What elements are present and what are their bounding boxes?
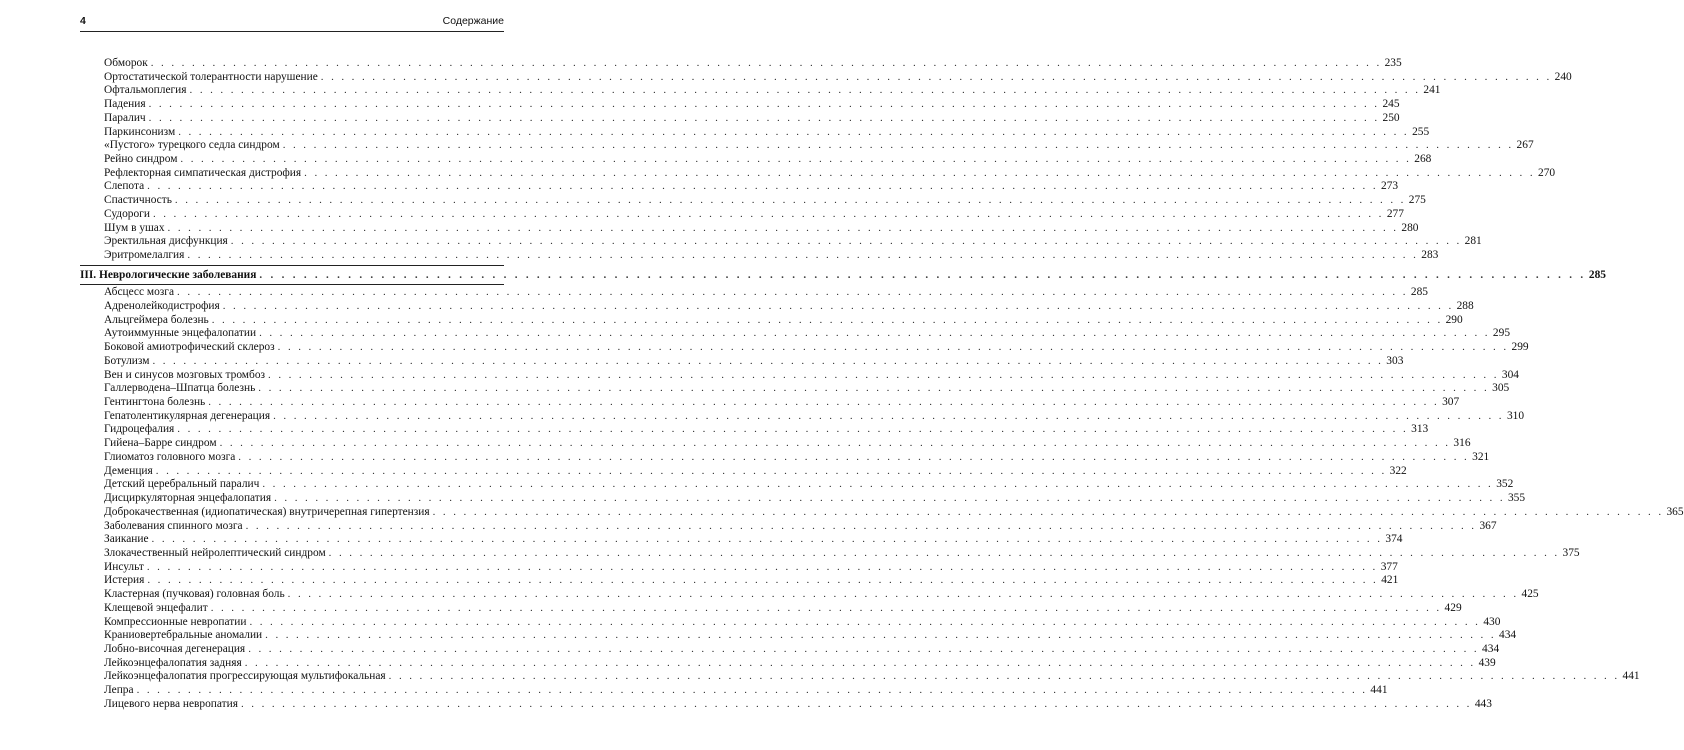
toc-entry-page: 241 [1423, 84, 1441, 97]
toc-entry-page: 277 [1386, 207, 1404, 220]
toc-entry[interactable] [80, 615, 1501, 630]
toc-entry[interactable] [80, 180, 1399, 194]
toc-entry-title: Истерия [104, 574, 145, 587]
toc-entry[interactable] [80, 437, 1471, 451]
toc-entry-page: 303 [1386, 354, 1404, 367]
toc-entry-title: Вен и синусов мозговых тромбоз [104, 368, 266, 381]
dot-leader: . . . . . . . . . . . . . . . . . . . . . . . . . . . . . . . . . . . . . . . . . . . . . . . . . . . . . . . . . . . . . . . . . . . . . . . . . . . . . . . . . . . . . . . . . . . . . . . . . . . . . . . . . . . . . . . . . . . . . . . . [274, 492, 1505, 505]
toc-entry-page: 275 [1408, 194, 1426, 207]
toc-entry[interactable] [80, 396, 1460, 410]
toc-entry-page: 280 [1401, 221, 1419, 234]
toc-entry-title: Заболевания спинного мозга [104, 519, 243, 532]
toc-entry-page: 377 [1380, 560, 1398, 573]
toc-entry[interactable] [80, 194, 1426, 208]
toc-entry[interactable] [80, 546, 1580, 561]
toc-entry[interactable] [80, 574, 1399, 588]
dot-leader: . . . . . . . . . . . . . . . . . . . . . . . . . . . . . . . . . . . . . . . . . . . . . . . . . . . . . . . . . . . . . . . . . . . . . . . . . . . . . . . . . . . . . . . . . . . . . . . . . . . . . . . . . . . . . . . . . . . . . . . . [177, 423, 1409, 436]
toc-entry-title: Детский церебральный паралич [104, 478, 260, 491]
dot-leader: . . . . . . . . . . . . . . . . . . . . . . . . . . . . . . . . . . . . . . . . . . . . . . . . . . . . . . . . . . . . . . . . . . . . . . . . . . . . . . . . . . . . . . . . . . . . . . . . . . . . . . . . . . . . . . . . . . . . . . . . [208, 396, 1440, 409]
dot-leader: . . . . . . . . . . . . . . . . . . . . . . . . . . . . . . . . . . . . . . . . . . . . . . . . . . . . . . . . . . . . . . . . . . . . . . . . . . . . . . . . . . . . . . . . . . . . . . . . . . . . . . . . . . . . . . . . . . . . . . . . [320, 70, 1552, 83]
toc-entry[interactable] [80, 629, 1517, 643]
toc-entry-title: Ботулизм [104, 354, 150, 367]
toc-entry-page: 374 [1385, 533, 1403, 546]
toc-entry[interactable] [80, 221, 1419, 236]
toc-entry-page: 307 [1442, 396, 1460, 409]
dot-leader: . . . . . . . . . . . . . . . . . . . . . . . . . . . . . . . . . . . . . . . . . . . . . . . . . . . . . . . . . . . . . . . . . . . . . . . . . . . . . . . . . . . . . . . . . . . . . . . . . . . . . . . . . . . . . . . . . . . . . . . . [211, 313, 1443, 326]
toc-entry-page: 310 [1506, 409, 1525, 422]
toc-entry-title: Доброкачественная (идиопатическая) внутричерепная гипертензия [104, 505, 430, 518]
dot-leader: . . . . . . . . . . . . . . . . . . . . . . . . . . . . . . . . . . . . . . . . . . . . . . . . . . . . . . . . . . . . . . . . . . . . . . . . . . . . . . . . . . . . . . . . . . . . . . . . . . . . . . . . . . . . . . . . . . . . . . . . [258, 382, 1490, 395]
dot-leader: . . . . . . . . . . . . . . . . . . . . . . . . . . . . . . . . . . . . . . . . . . . . . . . . . . . . . . . . . . . . . . . . . . . . . . . . . . . . . . . . . . . . . . . . . . . . . . . . . . . . . . . . . . . . . . . . . . . . . . . . [432, 505, 1664, 518]
toc-entry-page: 316 [1453, 437, 1471, 450]
toc-entry-page: 322 [1389, 464, 1407, 477]
toc-entry-title: Офтальмоплегия [104, 84, 187, 97]
toc-entry-title: Спастичность [104, 194, 172, 207]
toc-entry-page: 365 [1666, 505, 1684, 518]
toc-entry-title: Злокачественный нейролептический синдром [104, 546, 326, 559]
toc-entry-page: 285 [1588, 268, 1606, 281]
toc-entry-page: 441 [1370, 684, 1388, 697]
toc-entry-page: 245 [1382, 98, 1400, 111]
dot-leader: . . . . . . . . . . . . . . . . . . . . . . . . . . . . . . . . . . . . . . . . . . . . . . . . . . . . . . . . . . . . . . . . . . . . . . . . . . . . . . . . . . . . . . . . . . . . . . . . . . . . . . . . . . . . . . . . . . . . . . . . [238, 450, 1470, 463]
toc-entry-title: Гентингтона болезнь [104, 396, 206, 409]
dot-leader: . . . . . . . . . . . . . . . . . . . . . . . . . . . . . . . . . . . . . . . . . . . . . . . . . . . . . . . . . . . . . . . . . . . . . . . . . . . . . . . . . . . . . . . . . . . . . . . . . . . . . . . . . . . . . . . . . . . . . . . . [282, 139, 1514, 152]
toc-entry-page: 281 [1464, 235, 1482, 248]
toc-entry[interactable] [80, 166, 1556, 181]
toc-entry[interactable] [80, 313, 1463, 328]
toc-entry-page: 270 [1538, 166, 1556, 179]
toc-entry-title: Гепатолентикулярная дегенерация [104, 409, 271, 422]
toc-entry-title: Лейкоэнцефалопатия задняя [104, 656, 242, 669]
toc-entry[interactable] [80, 70, 1572, 85]
toc-entry-title: Лобно-височная дегенерация [104, 642, 246, 655]
toc-entry-page: 305 [1492, 382, 1510, 395]
toc-entry[interactable] [80, 354, 1404, 369]
running-title: Содержание [442, 15, 504, 27]
toc-entry[interactable] [80, 697, 1492, 712]
dot-leader: . . . . . . . . . . . . . . . . . . . . . . . . . . . . . . . . . . . . . . . . . . . . . . . . . . . . . . . . . . . . . . . . . . . . . . . . . . . . . . . . . . . . . . . . . . . . . . . . . . . . . . . . . . . . . . . . . . . . . . . . [248, 642, 1480, 655]
toc-entry[interactable] [80, 478, 1514, 492]
dot-leader: . . . . . . . . . . . . . . . . . . . . . . . . . . . . . . . . . . . . . . . . . . . . . . . . . . . . . . . . . . . . . . . . . . . . . . . . . . . . . . . . . . . . . . . . . . . . . . . . . . . . . . . . . . . . . . . . . . . . . . . . [230, 235, 1462, 248]
toc-entry[interactable] [80, 450, 1490, 465]
toc-entry-title: Рейно синдром [104, 153, 178, 166]
toc-entry-title: Краниовертебральные аномалии [104, 629, 263, 642]
toc-entry-title: Падения [104, 98, 146, 111]
dot-leader: . . . . . . . . . . . . . . . . . . . . . . . . . . . . . . . . . . . . . . . . . . . . . . . . . . . . . . . . . . . . . . . . . . . . . . . . . . . . . . . . . . . . . . . . . . . . . . . . . . . . . . . . . . . . . . . . . . . . . . . . [136, 684, 1368, 697]
toc-entry-title: Абсцесс мозга [104, 286, 175, 299]
toc-entry-page: 290 [1445, 313, 1463, 326]
toc-entry-page: 375 [1562, 546, 1580, 559]
toc-entry[interactable] [80, 492, 1526, 506]
dot-leader: . . . . . . . . . . . . . . . . . . . . . . . . . . . . . . . . . . . . . . . . . . . . . . . . . . . . . . . . . . . . . . . . . . . . . . . . . . . . . . . . . . . . . . . . . . . . . . . . . . . . . . . . . . . . . . . . . . . . . . . . [304, 166, 1536, 179]
dot-leader: . . . . . . . . . . . . . . . . . . . . . . . . . . . . . . . . . . . . . . . . . . . . . . . . . . . . . . . . . . . . . . . . . . . . . . . . . . . . . . . . . . . . . . . . . . . . . . . . . . . . . . . . . . . . . . . . . . . . . . . . [249, 615, 1481, 628]
toc-entry-page: 313 [1411, 423, 1429, 436]
dot-leader: . . . . . . . . . . . . . . . . . . . . . . . . . . . . . . . . . . . . . . . . . . . . . . . . . . . . . . . . . . . . . . . . . . . . . . . . . . . . . . . . . . . . . . . . . . . . . . . . . . . . . . . . . . . . . . . . . . . . . . . . [177, 286, 1408, 299]
toc-entry-page: 285 [1410, 286, 1428, 299]
dot-leader: . . . . . . . . . . . . . . . . . . . . . . . . . . . . . . . . . . . . . . . . . . . . . . . . . . . . . . . . . . . . . . . . . . . . . . . . . . . . . . . . . . . . . . . . . . . . . . . . . . . . . . . . . . . . . . . . . . . . . . . . [174, 194, 1406, 207]
toc-entry-title: Лицевого нерва невропатия [104, 697, 238, 710]
dot-leader: . . . . . . . . . . . . . . . . . . . . . . . . . . . . . . . . . . . . . . . . . . . . . . . . . . . . . . . . . . . . . . . . . . . . . . . . . . . . . . . . . . . . . . . . . . . . . . . . . . . . . . . . . . . . . . . . . . . . . . . . [240, 697, 1472, 710]
toc-entry-title: Боковой амиотрофический склероз [104, 341, 275, 354]
toc-entry[interactable] [80, 642, 1500, 657]
toc-entry-page: 429 [1444, 601, 1462, 614]
toc-entry-title: Эректильная дисфункция [104, 235, 228, 248]
dot-leader: . . . . . . . . . . . . . . . . . . . . . . . . . . . . . . . . . . . . . . . . . . . . . . . . . . . . . . . . . . . . . . . . . . . . . . . . . . . . . . . . . . . . . . . . . . . . . . . . . . . . . . . . . . . . . . . . . . . . . . . . [151, 533, 1383, 546]
toc-entry-page: 321 [1472, 450, 1490, 463]
toc-entry-page: 235 [1384, 57, 1402, 69]
dot-leader: . . . . . . . . . . . . . . . . . . . . . . . . . . . . . . . . . . . . . . . . . . . . . . . . . . . . . . . . . . . . . . . . . . . . . . . . . . . . . . . . . . . . . . . . . . . . . . . . . . . . . . . . . . . . . . . . . . . . . . . . [146, 560, 1378, 573]
toc-entry[interactable] [80, 57, 1402, 71]
dot-leader: . . . . . . . . . . . . . . . . . . . . . . . . . . . . . . . . . . . . . . . . . . . . . . . . . . . . . . . . . . . . . . . . . . . . . . . . . . . . . . . . . . . . . . . . . . . . . . . . . . . . . . . . . . . . . . . . . . . . . . . . [180, 153, 1412, 166]
toc-entry-page: 434 [1482, 642, 1500, 655]
toc-entry-title: Кластерная (пучковая) головная боль [104, 588, 285, 601]
toc-entry[interactable] [80, 300, 1474, 314]
toc-entry[interactable] [80, 560, 1398, 575]
toc-entry[interactable] [80, 368, 1519, 383]
toc-entry[interactable] [80, 286, 1428, 300]
dot-leader: . . . . . . . . . . . . . . . . . . . . . . . . . . . . . . . . . . . . . . . . . . . . . . . . . . . . . . . . . . . . . . . . . . . . . . . . . . . . . . . . . . . . . . . . . . . . . . . . . . . . . . . . . . . . . . . . . . . . . . . . [244, 656, 1476, 669]
dot-leader: . . . . . . . . . . . . . . . . . . . . . . . . . . . . . . . . . . . . . . . . . . . . . . . . . . . . . . . . . . . . . . . . . . . . . . . . . . . . . . . . . . . . . . . . . . . . . . . . . . . . . . . . . . . . . . . . . . . . . . . . [152, 207, 1384, 220]
toc-section-heading[interactable] [80, 265, 1606, 286]
dot-leader: . . . . . . . . . . . . . . . . . . . . . . . . . . . . . . . . . . . . . . . . . . . . . . . . . . . . . . . . . . . . . . . . . . . . . . . . . . . . . . . . . . . . . . . . . . . . . . . . . . . . . . . . . . . . . . . . . . . . . . . . [328, 546, 1560, 559]
toc-entry-page: 355 [1507, 492, 1526, 505]
table-of-contents [80, 57, 1684, 712]
toc-entry-title: Дисциркуляторная энцефалопатия [104, 492, 272, 505]
toc-entry-page: 250 [1382, 111, 1400, 124]
toc-entry-title: Клещевой энцефалит [104, 601, 208, 614]
dot-leader: . . . . . . . . . . . . . . . . . . . . . . . . . . . . . . . . . . . . . . . . . . . . . . . . . . . . . . . . . . . . . . . . . . . . . . . . . . . . . . . . . . . . . . . . . . . . . . . . . . . . . . . . . . . . . . . . . . . . . . . . [148, 111, 1380, 124]
toc-entry-page: 295 [1492, 327, 1511, 340]
toc-entry-title: Гидроцефалия [104, 423, 175, 436]
toc-entry-title: Паралич [104, 111, 146, 124]
dot-leader: . . . . . . . . . . . . . . . . . . . . . . . . . . . . . . . . . . . . . . . . . . . . . . . . . . . . . . . . . . . . . . . . . . . . . . . . . . . . . . . . . . . . . . . . . . . . . . . . . . . . . . . . . . . . . . . . . . . . . . . . [178, 125, 1410, 138]
toc-entry-page: 421 [1381, 574, 1399, 587]
toc-entry-page: 439 [1478, 656, 1496, 669]
page-header [80, 11, 504, 32]
toc-entry-page: 304 [1501, 368, 1519, 381]
toc-entry-page: 352 [1496, 478, 1514, 491]
toc-entry[interactable] [80, 125, 1430, 140]
toc-entry-page: 299 [1511, 341, 1529, 354]
dot-leader: . . . . . . . . . . . . . . . . . . . . . . . . . . . . . . . . . . . . . . . . . . . . . . . . . . . . . . . . . . . . . . . . . . . . . . . . . . . . . . . . . . . . . . . . . . . . . . . . . . . . . . . . . . . . . . . . . . . . . . . . [259, 268, 1586, 281]
dot-leader: . . . . . . . . . . . . . . . . . . . . . . . . . . . . . . . . . . . . . . . . . . . . . . . . . . . . . . . . . . . . . . . . . . . . . . . . . . . . . . . . . . . . . . . . . . . . . . . . . . . . . . . . . . . . . . . . . . . . . . . . [150, 57, 1382, 69]
toc-entry-title: Лейкоэнцефалопатия прогрессирующая мультифокальная [104, 670, 386, 683]
toc-entry-title: Инсульт [104, 560, 144, 573]
toc-entry-title: Шум в ушах [104, 221, 165, 234]
toc-entry-page: 434 [1499, 629, 1517, 642]
toc-entry-page: 255 [1412, 125, 1430, 138]
toc-entry-title: Глиоматоз головного мозга [104, 450, 236, 463]
dot-leader: . . . . . . . . . . . . . . . . . . . . . . . . . . . . . . . . . . . . . . . . . . . . . . . . . . . . . . . . . . . . . . . . . . . . . . . . . . . . . . . . . . . . . . . . . . . . . . . . . . . . . . . . . . . . . . . . . . . . . . . . [167, 221, 1399, 234]
toc-entry-title: III. Неврологические заболевания [80, 268, 257, 281]
dot-leader: . . . . . . . . . . . . . . . . . . . . . . . . . . . . . . . . . . . . . . . . . . . . . . . . . . . . . . . . . . . . . . . . . . . . . . . . . . . . . . . . . . . . . . . . . . . . . . . . . . . . . . . . . . . . . . . . . . . . . . . . [189, 84, 1421, 97]
toc-entry[interactable] [80, 341, 1529, 355]
toc-entry-title: Обморок [104, 57, 148, 69]
toc-entry-title: Альцгеймера болезнь [104, 313, 209, 326]
toc-entry[interactable] [80, 601, 1462, 616]
dot-leader: . . . . . . . . . . . . . . . . . . . . . . . . . . . . . . . . . . . . . . . . . . . . . . . . . . . . . . . . . . . . . . . . . . . . . . . . . . . . . . . . . . . . . . . . . . . . . . . . . . . . . . . . . . . . . . . . . . . . . . . . [245, 519, 1477, 532]
toc-entry[interactable] [80, 235, 1482, 249]
toc-entry[interactable] [80, 111, 1400, 126]
dot-leader: . . . . . . . . . . . . . . . . . . . . . . . . . . . . . . . . . . . . . . . . . . . . . . . . . . . . . . . . . . . . . . . . . . . . . . . . . . . . . . . . . . . . . . . . . . . . . . . . . . . . . . . . . . . . . . . . . . . . . . . . [152, 354, 1384, 367]
toc-entry-page: 267 [1516, 139, 1534, 152]
toc-entry[interactable] [80, 409, 1525, 424]
toc-entry[interactable] [80, 207, 1404, 222]
toc-entry[interactable] [80, 519, 1497, 534]
toc-entry-title: Слепота [104, 180, 145, 193]
toc-entry-page: 288 [1456, 300, 1474, 312]
toc-entry-page: 443 [1474, 697, 1492, 710]
toc-entry-title: Эритромелалгия [104, 249, 185, 262]
toc-entry-title: Судороги [104, 207, 150, 220]
toc-entry-page: 367 [1479, 519, 1497, 532]
dot-leader: . . . . . . . . . . . . . . . . . . . . . . . . . . . . . . . . . . . . . . . . . . . . . . . . . . . . . . . . . . . . . . . . . . . . . . . . . . . . . . . . . . . . . . . . . . . . . . . . . . . . . . . . . . . . . . . . . . . . . . . . [265, 629, 1497, 642]
dot-leader: . . . . . . . . . . . . . . . . . . . . . . . . . . . . . . . . . . . . . . . . . . . . . . . . . . . . . . . . . . . . . . . . . . . . . . . . . . . . . . . . . . . . . . . . . . . . . . . . . . . . . . . . . . . . . . . . . . . . . . . . [259, 327, 1490, 340]
toc-entry-page: 283 [1421, 249, 1439, 262]
toc-entry-title: «Пустого» турецкого седла синдром [104, 139, 280, 152]
dot-leader: . . . . . . . . . . . . . . . . . . . . . . . . . . . . . . . . . . . . . . . . . . . . . . . . . . . . . . . . . . . . . . . . . . . . . . . . . . . . . . . . . . . . . . . . . . . . . . . . . . . . . . . . . . . . . . . . . . . . . . . . [287, 588, 1519, 601]
dot-leader: . . . . . . . . . . . . . . . . . . . . . . . . . . . . . . . . . . . . . . . . . . . . . . . . . . . . . . . . . . . . . . . . . . . . . . . . . . . . . . . . . . . . . . . . . . . . . . . . . . . . . . . . . . . . . . . . . . . . . . . . [388, 670, 1620, 683]
toc-entry[interactable] [80, 84, 1441, 98]
toc-entry[interactable] [80, 98, 1400, 112]
toc-entry[interactable] [80, 533, 1403, 547]
toc-entry-title: Деменция [104, 464, 153, 477]
toc-entry-page: 441 [1622, 670, 1640, 683]
dot-leader: . . . . . . . . . . . . . . . . . . . . . . . . . . . . . . . . . . . . . . . . . . . . . . . . . . . . . . . . . . . . . . . . . . . . . . . . . . . . . . . . . . . . . . . . . . . . . . . . . . . . . . . . . . . . . . . . . . . . . . . . [268, 368, 1499, 381]
dot-leader: . . . . . . . . . . . . . . . . . . . . . . . . . . . . . . . . . . . . . . . . . . . . . . . . . . . . . . . . . . . . . . . . . . . . . . . . . . . . . . . . . . . . . . . . . . . . . . . . . . . . . . . . . . . . . . . . . . . . . . . . [273, 409, 1504, 422]
dot-leader: . . . . . . . . . . . . . . . . . . . . . . . . . . . . . . . . . . . . . . . . . . . . . . . . . . . . . . . . . . . . . . . . . . . . . . . . . . . . . . . . . . . . . . . . . . . . . . . . . . . . . . . . . . . . . . . . . . . . . . . . [187, 249, 1419, 262]
dot-leader: . . . . . . . . . . . . . . . . . . . . . . . . . . . . . . . . . . . . . . . . . . . . . . . . . . . . . . . . . . . . . . . . . . . . . . . . . . . . . . . . . . . . . . . . . . . . . . . . . . . . . . . . . . . . . . . . . . . . . . . . [262, 478, 1494, 491]
dot-leader: . . . . . . . . . . . . . . . . . . . . . . . . . . . . . . . . . . . . . . . . . . . . . . . . . . . . . . . . . . . . . . . . . . . . . . . . . . . . . . . . . . . . . . . . . . . . . . . . . . . . . . . . . . . . . . . . . . . . . . . . [148, 98, 1380, 111]
toc-entry-page: 273 [1381, 180, 1399, 193]
toc-entry-title: Рефлекторная симпатическая дистрофия [104, 166, 302, 179]
page-number: 4 [80, 15, 86, 27]
toc-entry[interactable] [80, 153, 1432, 167]
dot-leader: . . . . . . . . . . . . . . . . . . . . . . . . . . . . . . . . . . . . . . . . . . . . . . . . . . . . . . . . . . . . . . . . . . . . . . . . . . . . . . . . . . . . . . . . . . . . . . . . . . . . . . . . . . . . . . . . . . . . . . . . [155, 464, 1387, 477]
dot-leader: . . . . . . . . . . . . . . . . . . . . . . . . . . . . . . . . . . . . . . . . . . . . . . . . . . . . . . . . . . . . . . . . . . . . . . . . . . . . . . . . . . . . . . . . . . . . . . . . . . . . . . . . . . . . . . . . . . . . . . . . [219, 437, 1451, 450]
toc-entry[interactable] [80, 505, 1684, 520]
toc-entry[interactable] [80, 656, 1496, 671]
toc-entry-title: Гийена–Барре синдром [104, 437, 217, 450]
dot-leader: . . . . . . . . . . . . . . . . . . . . . . . . . . . . . . . . . . . . . . . . . . . . . . . . . . . . . . . . . . . . . . . . . . . . . . . . . . . . . . . . . . . . . . . . . . . . . . . . . . . . . . . . . . . . . . . . . . . . . . . . [147, 574, 1379, 587]
toc-entry-page: 430 [1483, 615, 1501, 628]
toc-entry-title: Паркинсонизм [104, 125, 176, 138]
toc-entry-page: 240 [1554, 70, 1572, 83]
toc-entry-title: Лепра [104, 684, 134, 697]
toc-entry[interactable] [80, 588, 1539, 602]
toc-entry[interactable] [80, 382, 1510, 396]
toc-entry-title: Адренолейкодистрофия [104, 300, 220, 312]
dot-leader: . . . . . . . . . . . . . . . . . . . . . . . . . . . . . . . . . . . . . . . . . . . . . . . . . . . . . . . . . . . . . . . . . . . . . . . . . . . . . . . . . . . . . . . . . . . . . . . . . . . . . . . . . . . . . . . . . . . . . . . . [147, 180, 1379, 193]
toc-entry[interactable] [80, 464, 1407, 479]
toc-entry-page: 268 [1414, 153, 1432, 166]
toc-entry-page: 425 [1521, 588, 1539, 601]
toc-entry[interactable] [80, 139, 1534, 153]
dot-leader: . . . . . . . . . . . . . . . . . . . . . . . . . . . . . . . . . . . . . . . . . . . . . . . . . . . . . . . . . . . . . . . . . . . . . . . . . . . . . . . . . . . . . . . . . . . . . . . . . . . . . . . . . . . . . . . . . . . . . . . . [277, 341, 1509, 354]
toc-entry-title: Ортостатической толерантности нарушение [104, 70, 318, 83]
toc-entry-title: Галлерводена–Шпатца болезнь [104, 382, 256, 395]
toc-entry-title: Компрессионные невропатии [104, 615, 247, 628]
toc-entry[interactable] [80, 249, 1439, 263]
toc-entry[interactable] [80, 327, 1511, 341]
toc-entry-title: Аутоиммунные энцефалопатии [104, 327, 257, 340]
dot-leader: . . . . . . . . . . . . . . . . . . . . . . . . . . . . . . . . . . . . . . . . . . . . . . . . . . . . . . . . . . . . . . . . . . . . . . . . . . . . . . . . . . . . . . . . . . . . . . . . . . . . . . . . . . . . . . . . . . . . . . . . [222, 300, 1454, 312]
toc-entry-title: Заикание [104, 533, 149, 546]
toc-entry[interactable] [80, 670, 1640, 684]
toc-entry[interactable] [80, 423, 1429, 437]
dot-leader: . . . . . . . . . . . . . . . . . . . . . . . . . . . . . . . . . . . . . . . . . . . . . . . . . . . . . . . . . . . . . . . . . . . . . . . . . . . . . . . . . . . . . . . . . . . . . . . . . . . . . . . . . . . . . . . . . . . . . . . . [210, 601, 1442, 614]
toc-entry[interactable] [80, 684, 1388, 698]
